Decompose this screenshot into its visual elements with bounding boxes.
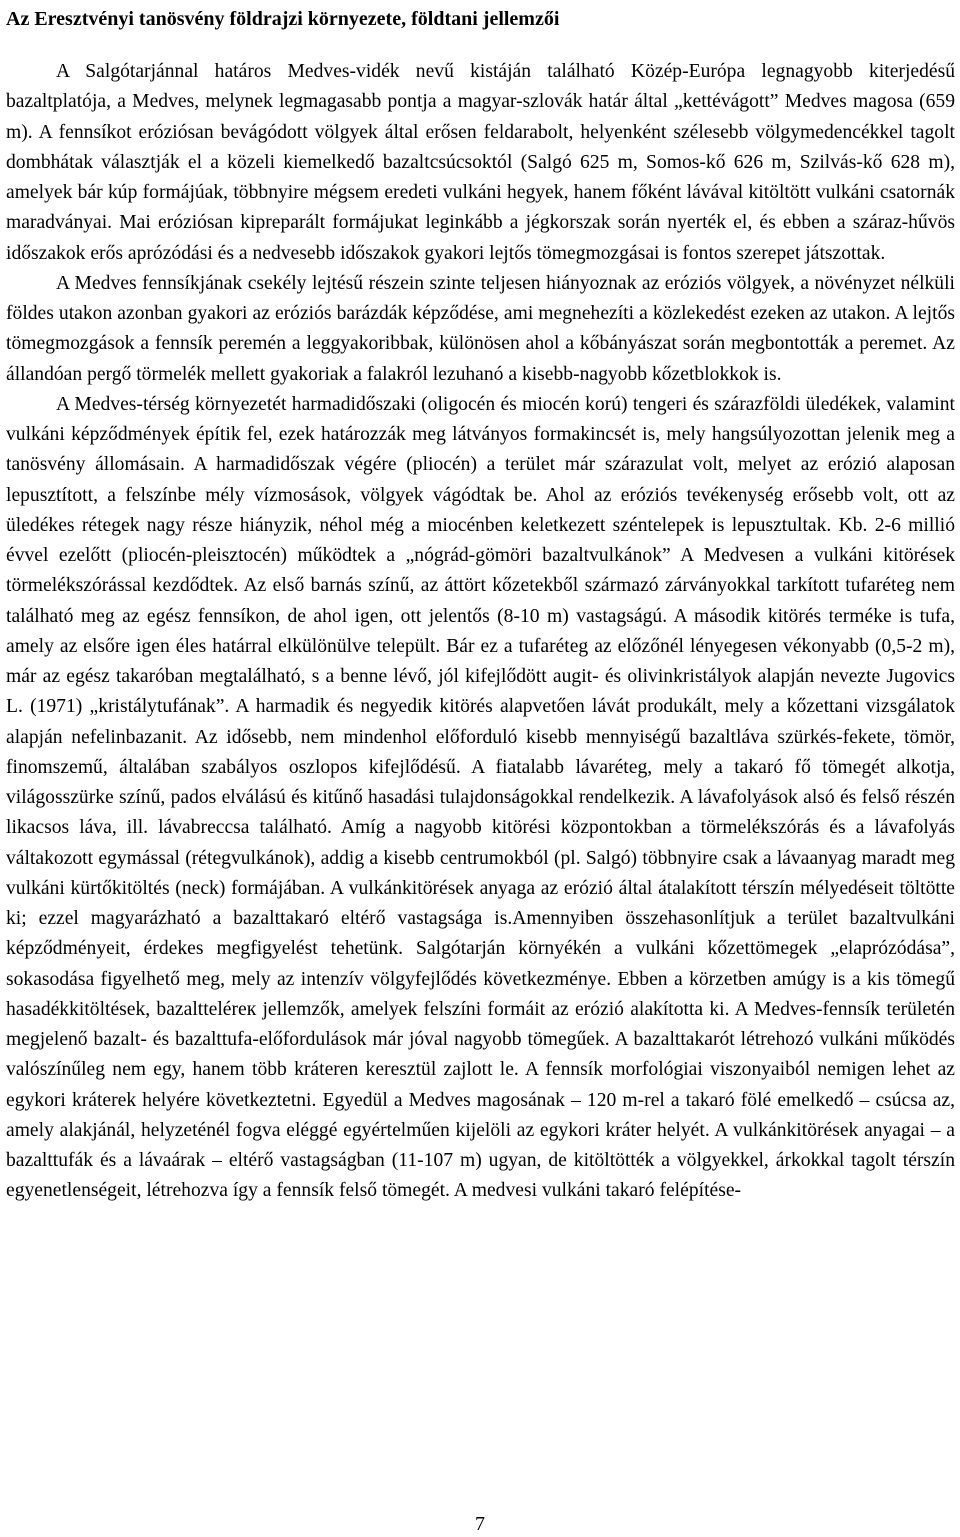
- body-text: [6, 57, 955, 1207]
- paragraph-3: A Medves-térség környezetét harmadidőszaki (oligocén és miocén korú) tengeri és szárazföldi üledékek, valamint vulkáni képződmények építik fel, ezek határozzák meg látványos formakincsét is, mely hangsúlyozottan jelenik meg a tanösvény állomásain. A harmadidőszak végére (pliocén) a terület már szárazulat volt, melyet az erózió alaposan lepusztított, a felszínbe mély vízmosások, völgyek vágódtak be. Ahol az eróziós tevékenység erősebb volt, ott az üledékes rétegek nagy része hiányzik, néhol még a miocénben keletkezett széntelepek is lepusztultak. Kb. 2-6 millió évvel ezelőtt (pliocén-pleisztocén) működtek a „nógrád-gömöri bazaltvulkánok” A Medvesen a vulkáni kitörések törmelékszórással kezdődtek. Az első barnás színű, az áttört kőzetekből származó zárványokkal tarkított tufaréteg nem található meg az egész fennsíkon, de ahol igen, ott jelentős (8-10 m) vastagságú. A második kitörés terméke is tufa, amely az elsőre igen éles határral elkülönülve települt. Bár ez a tufaréteg az előzőnél lényegesen vékonyabb (0,5-2 m), már az egész takaróban megtalálható, s a benne lévő, jól kifejlődött augit- és olivinkristályok alapján nevezte Jugovics L. (1971) „kristálytufának”. A harmadik és negyedik kitörés alapvetően lávát produkált, mely a kőzettani vizsgálatok alapján nefelinbazanit. Az idősebb, nem mindenhol előforduló kisebb mennyiségű bazaltláva szürkés-fekete, tömör, finomszemű, általában szabályos oszlopos kifejlődésű. A fiatalabb lávaréteg, mely a takaró fő tömegét alkotja, világosszürke színű, pados elválású és kitűnő hasadási tulajdonságokkal rendelkezik. A lávafolyások alsó és felső részén likacsos láva, ill. lávabreccsa található. Amíg a nagyobb kitörési központokban a törmelékszórás és a lávafolyás váltakozott egymással (rétegvulkánok), addig a kisebb centrumokból (pl. Salgó) többnyire csak a lávaanyag maradt meg vulkáni kürtőkitöltés (neck) formájában. A vulkánkitörések anyaga az erózió által átalakított térszín mélyedéseit töltötte ki; ezzel magyarázható a bazalttakaró eltérő vastagsága is.Amennyiben összehasonlítjuk a terület bazaltvulkáni képződményeit, érdekes megfigyelést tehetünk. Salgótarján környékén a vulkáni kőzettömegek „elaprózódása”, sokasodása figyelhető meg, mely az intenzív völgyfejlődés következménye. Ebben a körzetben amúgy is a kis tömegű hasadékkitöltések, bazaltteléreк jellemzők, amelyek felszíni formáit az erózió alakította ki. A Medves-fennsík területén megjelenő bazalt- és bazalttufa-előfordulások már jóval nagyobb tömegűek. A bazalttakarót létrehozó vulkáni működés valószínűleg nem egy, hanem több kráteren keresztül zajlott le. A fennsík morfológiai viszonyaiból nemigen lehet az egykori kráterek helyére következtetni. Egyedül a Medves magosának – 120 m-rel a takaró fölé emelkedő – csúcsa az, amely alakjánál, helyzeténél fogva eléggé egyértelműen kijelöli az egykori kráter helyét. A vulkánkitörések anyagai – a bazalttufák és a lávaárak – eltérő vastagságban (11-107 m) ugyan, de kitöltötték a völgyekkel, árkokkal tagolt térszín egyenetlenségeit, létrehozva így a fennsík felső tömegét. A medvesi vulkáni takaró felépítése-: [6, 393, 955, 1202]
- paragraph-2: A Medves fennsíkjának csekély lejtésű részein szinte teljesen hiányoznak az eróziós völgyek, a növényzet nélküli földes utakon azonban gyakori az eróziós barázdák képződése, ami megnehezíti a közlekedést ezeken az utakon. A lejtős tömegmozgások a fennsík peremén a leggyakoribbak, különösen ahol a kőbányászat során megbontották a peremet. Az állandóan pergő törmelék mellett gyakoriak a falakról lezuhanó a kisebb-nagyobb kőzetblokkok is.: [6, 272, 955, 385]
- page-number: 7: [475, 1513, 485, 1535]
- page-title: Az Eresztvényi tanösvény földrajzi környezete, földtani jellemzői: [6, 8, 560, 30]
- paragraph-1: A Salgótarjánnal határos Medves-vidék nevű kistáján található Közép-Európa legnagyobb kiterjedésű bazaltplatója, a Medves, melynek legmagasabb pontja a magyar-szlovák határ által „kettévágott” Medves magosa (659 m). A fennsíkot eróziósan bevágódott völgyek által erősen feldarabolt, helyenként szélesebb völgymedencékkel tagolt dombhátak választják el a közeli kiemelkedő bazaltcsúcsoktól (Salgó 625 m, Somos-kő 626 m, Szilvás-kő 628 m), amelyek bár kúp formájúak, többnyire mégsem eredeti vulkáni hegyek, hanem főként lávával kitöltött vulkáni csatornák maradványai. Mai eróziósan kipreparált formájukat leginkább a jégkorszak során nyerték el, és ebben a száraz-hűvös időszakok erős aprózódási és a nedvesebb időszakok gyakori lejtős tömegmozgásai is fontos szerepet játszottak.: [6, 61, 955, 264]
